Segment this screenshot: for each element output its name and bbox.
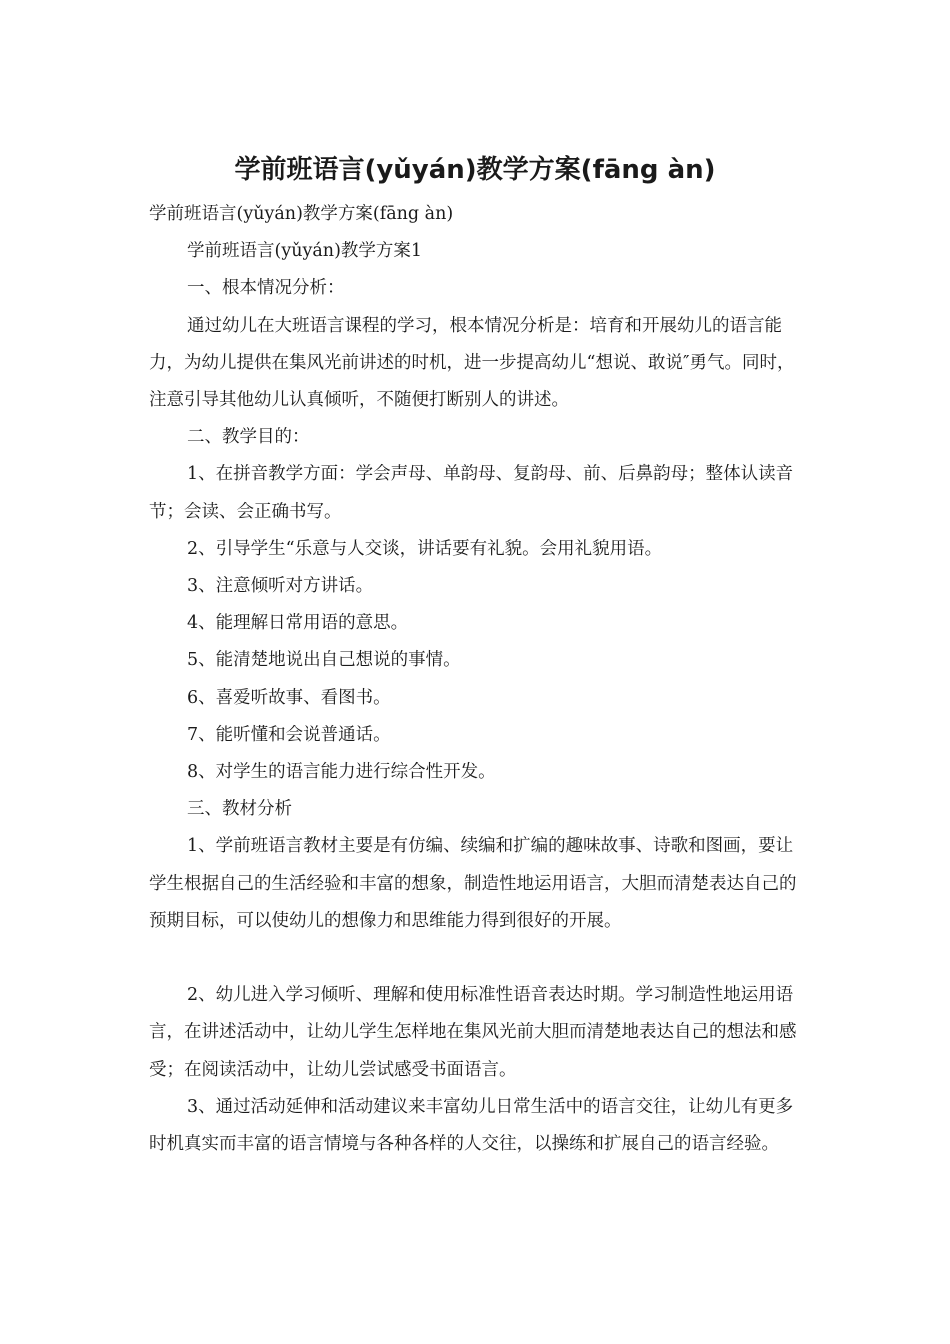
document-body: [149, 196, 801, 1163]
material-item: 1、学前班语言教材主要是有仿编、续编和扩编的趣味故事、诗歌和图画，要让学生根据自己的生活经验和丰富的想象，制造性地运用语言，大胆而清楚表达自己的预期目标，可以使幼儿的想像力和思维能力得到很好的开展。: [149, 836, 797, 931]
material-item: 2、幼儿进入学习倾听、理解和使用标准性语音表达时期。学习制造性地运用语言，在讲述活动中，让幼儿学生怎样地在集风光前大胆而清楚地表达自己的想法和感受；在阅读活动中，让幼儿尝试感受书面语言。: [149, 985, 797, 1080]
goal-item: 1、在拼音教学方面：学会声母、单韵母、复韵母、前、后鼻韵母；整体认读音节；会读、会正确书写。: [149, 464, 794, 522]
goal-item: 2、引导学生“乐意与人交谈，讲话要有礼貌。会用礼貌用语。: [187, 538, 663, 559]
material-item: 3、通过活动延伸和活动建议来丰富幼儿日常生活中的语言交往，让幼儿有更多时机真实而丰富的语言情境与各种各样的人交往，以操练和扩展自己的语言经验。: [149, 1096, 794, 1155]
goal-item: 7、能听懂和会说普通话。: [187, 724, 391, 745]
document-subtitle: 学前班语言(yǔyán)教学方案(fāng àn): [149, 204, 454, 224]
plan-heading: 学前班语言(yǔyán)教学方案1: [187, 241, 423, 262]
goal-item: 6、喜爱听故事、看图书。: [187, 687, 391, 708]
section-heading-situation: 一、根本情况分析：: [187, 278, 345, 299]
section-heading-materials: 三、教材分析: [187, 799, 292, 820]
goal-item: 8、对学生的语言能力进行综合性开发。: [187, 762, 496, 783]
goal-item: 4、能理解日常用语的意思。: [187, 613, 409, 634]
goal-item: 3、注意倾听对方讲话。: [187, 576, 374, 597]
blank-line: [149, 940, 801, 977]
paragraph-situation: 通过幼儿在大班语言课程的学习，根本情况分析是：培育和开展幼儿的语言能力，为幼儿提供在集风光前讲述的时机，进一步提高幼儿“想说、敢说″勇气。同时，注意引导其他幼儿认真倾听，不随便打断别人的讲述。: [149, 315, 795, 411]
goal-item: 5、能清楚地说出自己想说的事情。: [187, 650, 461, 671]
section-heading-goals: 二、教学目的：: [187, 427, 310, 448]
document-title: 学前班语言(yǔyán)教学方案(fāng àn): [234, 155, 716, 185]
